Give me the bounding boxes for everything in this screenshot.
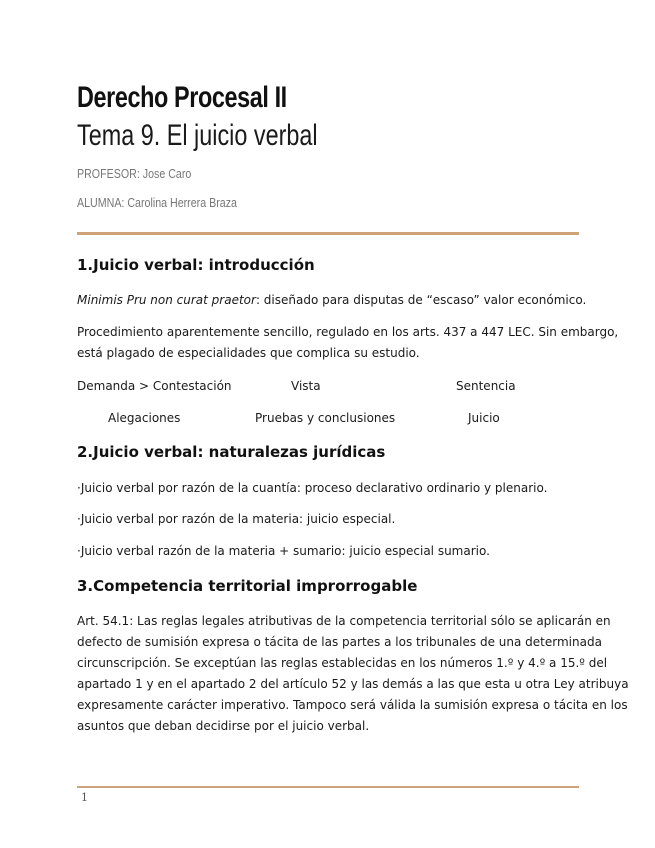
page-number: 1 <box>81 791 88 804</box>
flow-step-demanda: Demanda > Contestación <box>77 379 232 393</box>
article-line: expresamente carácter imperativo. Tampoco será válida la sumisión expresa o tácita en los <box>77 698 628 712</box>
section-heading-introduccion: 1.Juicio verbal: introducción <box>77 256 315 274</box>
document-subtitle: Tema 9. El juicio verbal <box>77 119 318 152</box>
article-line: Art. 54.1: Las reglas legales atributivas de la competencia territorial sólo se aplicarán en <box>77 614 611 628</box>
intro-sentence-rest: : diseñado para disputas de “escaso” valor económico. <box>255 293 587 307</box>
flow-label-alegaciones: Alegaciones <box>108 411 181 425</box>
professor-line: PROFESOR: Jose Caro <box>77 166 192 181</box>
header-divider <box>77 232 579 235</box>
procedure-paragraph-line-1: Procedimiento aparentemente sencillo, regulado en los arts. 437 a 447 LEC. Sin embargo, <box>77 325 619 339</box>
latin-maxim: Minimis Pru non curat praetor <box>77 293 256 307</box>
naturaleza-item: ·Juicio verbal por razón de la cuantía: proceso declarativo ordinario y plenario. <box>77 481 548 495</box>
section-heading-competencia: 3.Competencia territorial improrrogable <box>77 577 418 595</box>
flow-step-sentencia: Sentencia <box>456 379 516 393</box>
student-line: ALUMNA: Carolina Herrera Braza <box>77 195 237 210</box>
procedure-paragraph-line-2: está plagado de especialidades que complica su estudio. <box>77 346 420 360</box>
document-title: Derecho Procesal II <box>77 81 287 114</box>
naturaleza-item: ·Juicio verbal por razón de la materia: juicio especial. <box>77 512 396 526</box>
intro-sentence <box>77 290 587 311</box>
naturaleza-item: ·Juicio verbal razón de la materia + sumario: juicio especial sumario. <box>77 544 490 558</box>
footer-divider <box>77 786 579 788</box>
article-line: defecto de sumisión expresa o tácita de las partes a los tribunales de una determinada <box>77 635 602 649</box>
article-line: apartado 1 y en el apartado 2 del artículo 52 y las demás a las que esta u otra Ley atribuya <box>77 677 629 691</box>
article-line: circunscripción. Se exceptúan las reglas establecidas en los números 1.º y 4.º a 15.º del <box>77 656 608 670</box>
flow-step-vista: Vista <box>291 379 321 393</box>
section-heading-naturalezas: 2.Juicio verbal: naturalezas jurídicas <box>77 443 386 461</box>
article-line: asuntos que deban decidirse por el juicio verbal. <box>77 719 370 733</box>
flow-label-pruebas: Pruebas y conclusiones <box>255 411 396 425</box>
flow-label-juicio: Juicio <box>468 411 500 425</box>
